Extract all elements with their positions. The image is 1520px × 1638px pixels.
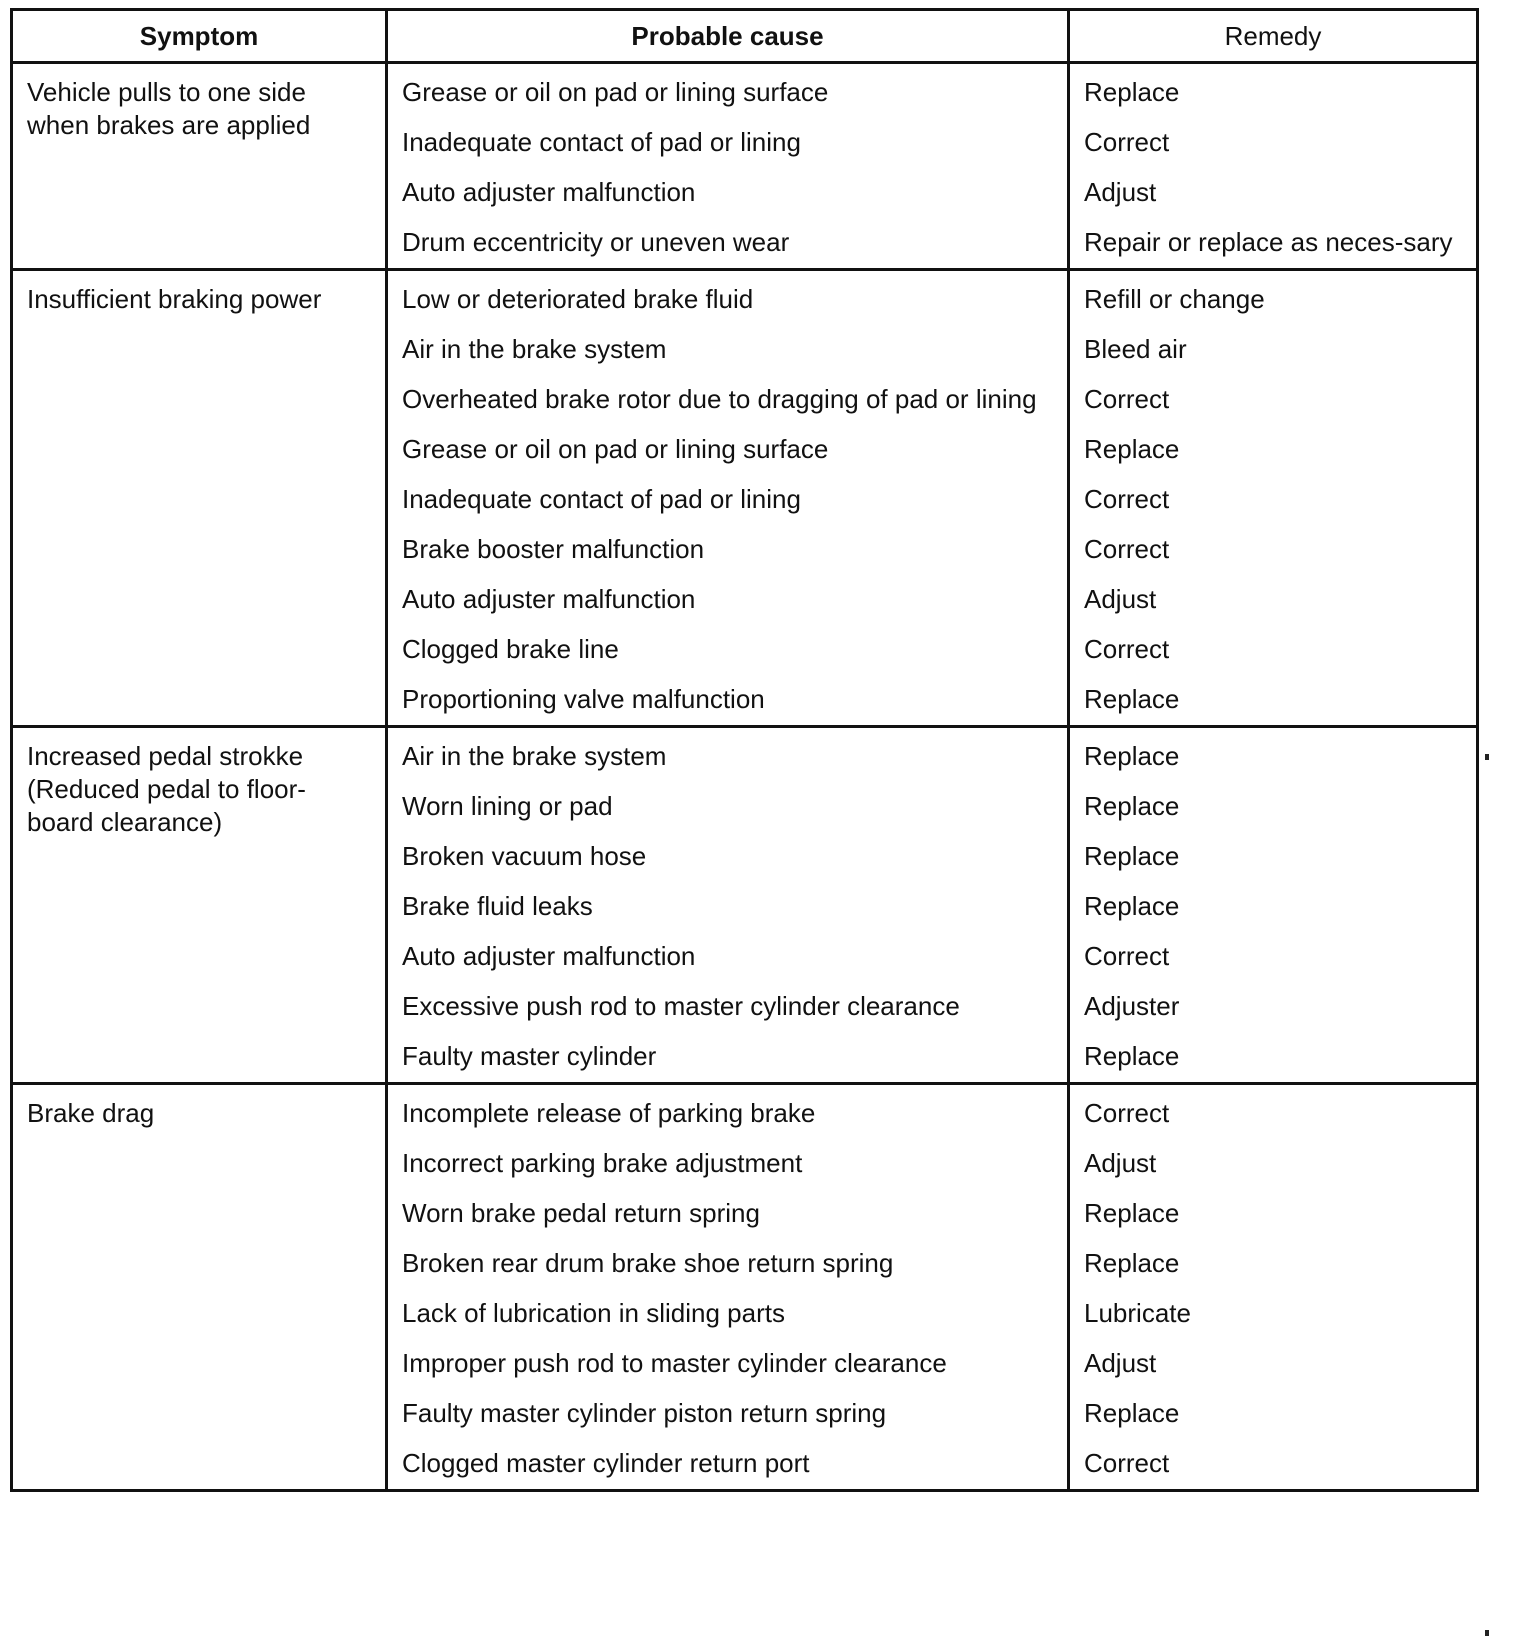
- scan-speck: [1485, 1630, 1489, 1636]
- probable-cause-cell: Incorrect parking brake adjustment: [387, 1139, 1069, 1189]
- remedy-cell: Replace: [1069, 425, 1478, 475]
- probable-cause-cell: Air in the brake system: [387, 727, 1069, 783]
- remedy-cell: Adjust: [1069, 575, 1478, 625]
- probable-cause-cell: Air in the brake system: [387, 325, 1069, 375]
- remedy-cell: Correct: [1069, 625, 1478, 675]
- table-row: [12, 1084, 1478, 1140]
- table-row: [12, 63, 1478, 119]
- symptom-cell: Insufficient braking power: [12, 270, 387, 727]
- symptom-cell: Vehicle pulls to one side when brakes are applied: [12, 63, 387, 270]
- remedy-cell: Adjuster: [1069, 982, 1478, 1032]
- probable-cause-cell: Lack of lubrication in sliding parts: [387, 1289, 1069, 1339]
- remedy-cell: Adjust: [1069, 168, 1478, 218]
- remedy-cell: Replace: [1069, 675, 1478, 727]
- remedy-cell: Replace: [1069, 882, 1478, 932]
- symptom-column-header: Symptom: [12, 10, 387, 63]
- table-row: [12, 270, 1478, 326]
- remedy-cell: Repair or replace as neces-sary: [1069, 218, 1478, 270]
- symptom-cell: Increased pedal strokke (Reduced pedal to floor-board clearance): [12, 727, 387, 1084]
- probable-cause-cell: Incomplete release of parking brake: [387, 1084, 1069, 1140]
- symptom-group: [12, 270, 1478, 727]
- remedy-cell: Replace: [1069, 1239, 1478, 1289]
- probable-cause-cell: Brake booster malfunction: [387, 525, 1069, 575]
- probable-cause-cell: Inadequate contact of pad or lining: [387, 118, 1069, 168]
- remedy-cell: Replace: [1069, 1032, 1478, 1084]
- remedy-cell: Refill or change: [1069, 270, 1478, 326]
- probable-cause-cell: Auto adjuster malfunction: [387, 932, 1069, 982]
- scan-speck: [1485, 754, 1489, 760]
- remedy-cell: Bleed air: [1069, 325, 1478, 375]
- probable-cause-cell: Brake fluid leaks: [387, 882, 1069, 932]
- remedy-cell: Replace: [1069, 1389, 1478, 1439]
- troubleshooting-page: [10, 8, 1476, 1492]
- probable-cause-cell: Drum eccentricity or uneven wear: [387, 218, 1069, 270]
- table-row: [12, 727, 1478, 783]
- probable-cause-cell: Auto adjuster malfunction: [387, 575, 1069, 625]
- probable-cause-cell: Auto adjuster malfunction: [387, 168, 1069, 218]
- cause-column-header: Probable cause: [387, 10, 1069, 63]
- remedy-cell: Adjust: [1069, 1139, 1478, 1189]
- probable-cause-cell: Faulty master cylinder piston return spring: [387, 1389, 1069, 1439]
- remedy-cell: Adjust: [1069, 1339, 1478, 1389]
- symptom-group: [12, 1084, 1478, 1491]
- remedy-cell: Correct: [1069, 525, 1478, 575]
- symptom-group: [12, 63, 1478, 270]
- probable-cause-cell: Excessive push rod to master cylinder clearance: [387, 982, 1069, 1032]
- probable-cause-cell: Inadequate contact of pad or lining: [387, 475, 1069, 525]
- remedy-cell: Lubricate: [1069, 1289, 1478, 1339]
- remedy-cell: Correct: [1069, 932, 1478, 982]
- probable-cause-cell: Grease or oil on pad or lining surface: [387, 425, 1069, 475]
- probable-cause-cell: Improper push rod to master cylinder clearance: [387, 1339, 1069, 1389]
- probable-cause-cell: Grease or oil on pad or lining surface: [387, 63, 1069, 119]
- remedy-cell: Replace: [1069, 832, 1478, 882]
- remedy-cell: Replace: [1069, 782, 1478, 832]
- symptom-cell: Brake drag: [12, 1084, 387, 1491]
- remedy-column-header: Remedy: [1069, 10, 1478, 63]
- probable-cause-cell: Worn brake pedal return spring: [387, 1189, 1069, 1239]
- probable-cause-cell: Clogged master cylinder return port: [387, 1439, 1069, 1491]
- symptom-group: [12, 727, 1478, 1084]
- remedy-cell: Correct: [1069, 1439, 1478, 1491]
- remedy-cell: Correct: [1069, 118, 1478, 168]
- remedy-cell: Correct: [1069, 475, 1478, 525]
- remedy-cell: Correct: [1069, 375, 1478, 425]
- probable-cause-cell: Worn lining or pad: [387, 782, 1069, 832]
- troubleshooting-table: [10, 8, 1479, 1492]
- remedy-cell: Replace: [1069, 727, 1478, 783]
- remedy-cell: Replace: [1069, 63, 1478, 119]
- probable-cause-cell: Clogged brake line: [387, 625, 1069, 675]
- remedy-cell: Replace: [1069, 1189, 1478, 1239]
- probable-cause-cell: Proportioning valve malfunction: [387, 675, 1069, 727]
- probable-cause-cell: Low or deteriorated brake fluid: [387, 270, 1069, 326]
- probable-cause-cell: Broken vacuum hose: [387, 832, 1069, 882]
- probable-cause-cell: Broken rear drum brake shoe return spring: [387, 1239, 1069, 1289]
- probable-cause-cell: Overheated brake rotor due to dragging of pad or lining: [387, 375, 1069, 425]
- table-header-row: [12, 10, 1478, 63]
- probable-cause-cell: Faulty master cylinder: [387, 1032, 1069, 1084]
- remedy-cell: Correct: [1069, 1084, 1478, 1140]
